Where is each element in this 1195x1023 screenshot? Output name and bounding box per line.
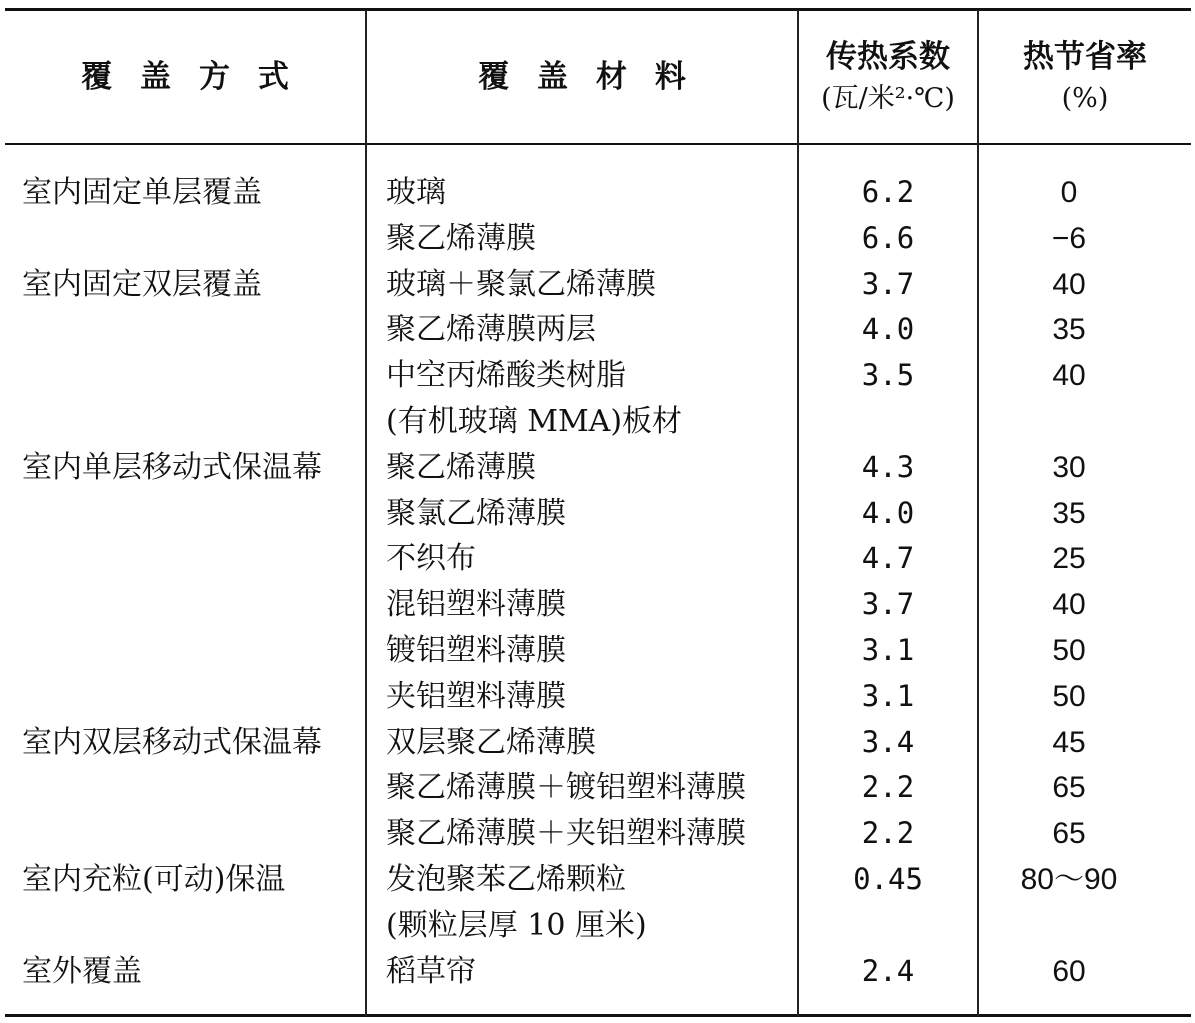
cell-material: 玻璃＋聚氯乙烯薄膜 — [386, 266, 656, 302]
header-saving-rate-unit: (%) — [1061, 83, 1109, 114]
cell-material: 双层聚乙烯薄膜 — [386, 724, 596, 760]
cell-saving-rate: 50 — [1052, 633, 1086, 667]
cell-coefficient: 3.4 — [861, 724, 915, 759]
table-row — [0, 491, 1195, 537]
header-method — [5, 11, 365, 143]
cell-material: 混铝塑料薄膜 — [386, 587, 566, 623]
cell-saving-rate: 65 — [1052, 771, 1086, 805]
cell-saving-rate: 45 — [1052, 725, 1086, 759]
cell-method: 室内充粒(可动)保温 — [22, 861, 286, 897]
cell-method: 室内固定双层覆盖 — [22, 266, 262, 302]
cell-saving-rate: 35 — [1052, 496, 1086, 530]
cell-material: 聚乙烯薄膜两层 — [386, 312, 596, 348]
table-row — [0, 399, 1195, 445]
header-material-text: 覆盖材料 — [478, 59, 714, 95]
cell-saving-rate — [979, 399, 1159, 445]
cell-method: 室内固定单层覆盖 — [22, 175, 262, 210]
cell-material: 镀铝塑料薄膜 — [386, 632, 566, 668]
cell-coefficient: 3.5 — [861, 358, 915, 393]
cell-saving-rate: 35 — [1052, 313, 1086, 347]
cell-material: 中空丙烯酸类树脂 — [386, 358, 626, 394]
cell-coefficient: 4.0 — [861, 312, 915, 347]
cell-saving-rate — [979, 903, 1159, 949]
cell-material: 聚乙烯薄膜＋镀铝塑料薄膜 — [386, 770, 746, 806]
cell-coefficient — [799, 903, 977, 949]
cell-material: 聚乙烯薄膜＋夹铝塑料薄膜 — [386, 816, 746, 852]
cell-coefficient: 4.0 — [861, 495, 915, 530]
table-row — [0, 307, 1195, 353]
cell-coefficient: 3.1 — [861, 678, 915, 713]
cell-method — [22, 353, 362, 399]
header-rule — [5, 143, 1191, 145]
header-method-text: 覆盖方式 — [81, 59, 317, 95]
header-coefficient-title: 传热系数 — [826, 39, 950, 75]
cell-saving-rate: 40 — [1052, 267, 1086, 301]
cell-method: 室外覆盖 — [22, 953, 142, 989]
cell-coefficient: 3.7 — [861, 587, 915, 622]
table-row — [0, 216, 1195, 262]
cell-material: 稻草帘 — [386, 953, 476, 989]
header-coefficient-unit: (瓦/米²·℃) — [821, 83, 955, 114]
cell-method — [22, 491, 362, 537]
table-row — [0, 582, 1195, 628]
table-row — [0, 628, 1195, 674]
cell-saving-rate: 40 — [1052, 359, 1086, 393]
cell-coefficient: 4.7 — [861, 541, 915, 576]
cell-method: 室内双层移动式保温幕 — [22, 724, 322, 760]
cell-coefficient: 2.4 — [861, 953, 915, 988]
cell-coefficient: 4.3 — [861, 449, 915, 484]
bottom-rule — [5, 1014, 1191, 1017]
cell-method — [22, 399, 362, 445]
header-saving-rate — [979, 11, 1191, 143]
cell-saving-rate: 60 — [1052, 954, 1086, 988]
table-row — [0, 720, 1195, 766]
header-saving-rate-title: 热节省率 — [1023, 39, 1147, 75]
cell-method — [22, 674, 362, 720]
cell-saving-rate: 65 — [1052, 817, 1086, 851]
cell-coefficient: 2.2 — [861, 816, 915, 851]
cell-material: 夹铝塑料薄膜 — [386, 678, 566, 714]
table-row — [0, 445, 1195, 491]
cell-method — [22, 765, 362, 811]
cell-coefficient: 2.2 — [861, 770, 915, 805]
table-row — [0, 536, 1195, 582]
cell-method — [22, 582, 362, 628]
header-material — [367, 11, 797, 143]
cell-saving-rate: 0 — [1060, 176, 1078, 209]
cell-saving-rate: −6 — [1051, 221, 1087, 255]
table-row — [0, 903, 1195, 949]
cell-material: (有机玻璃 MMA)板材 — [386, 403, 683, 439]
table-row — [0, 949, 1195, 995]
cell-coefficient: 3.7 — [861, 266, 915, 301]
table-row — [0, 674, 1195, 720]
cell-material: 聚乙烯薄膜 — [386, 220, 536, 256]
cell-method — [22, 628, 362, 674]
cell-material: (颗粒层厚 10 厘米) — [386, 907, 647, 943]
cell-material: 聚氯乙烯薄膜 — [386, 495, 566, 531]
cell-coefficient: 0.45 — [853, 861, 923, 896]
cell-material: 不织布 — [386, 541, 476, 577]
cell-saving-rate: 80～90 — [1020, 862, 1118, 896]
table-row — [0, 262, 1195, 308]
cell-coefficient: 6.2 — [861, 175, 915, 209]
cell-coefficient: 6.6 — [861, 220, 915, 255]
cell-saving-rate: 30 — [1052, 450, 1086, 484]
cell-material: 发泡聚苯乙烯颗粒 — [386, 861, 626, 897]
cell-material: 玻璃 — [386, 175, 446, 210]
cell-method — [22, 903, 362, 949]
table-row — [0, 857, 1195, 903]
cell-method — [22, 811, 362, 857]
table-row — [0, 353, 1195, 399]
cell-material: 聚乙烯薄膜 — [386, 449, 536, 485]
table-row — [0, 811, 1195, 857]
cell-method — [22, 536, 362, 582]
cell-method: 室内单层移动式保温幕 — [22, 449, 322, 485]
table-body — [0, 170, 1195, 994]
cell-method — [22, 216, 362, 262]
cell-coefficient — [799, 399, 977, 445]
table-row — [0, 765, 1195, 811]
cell-saving-rate: 25 — [1052, 542, 1086, 576]
cell-saving-rate: 40 — [1052, 588, 1086, 622]
cell-saving-rate: 50 — [1052, 679, 1086, 713]
cell-coefficient: 3.1 — [861, 632, 915, 667]
table-row — [0, 170, 1195, 216]
cell-method — [22, 307, 362, 353]
header-coefficient — [799, 11, 977, 143]
